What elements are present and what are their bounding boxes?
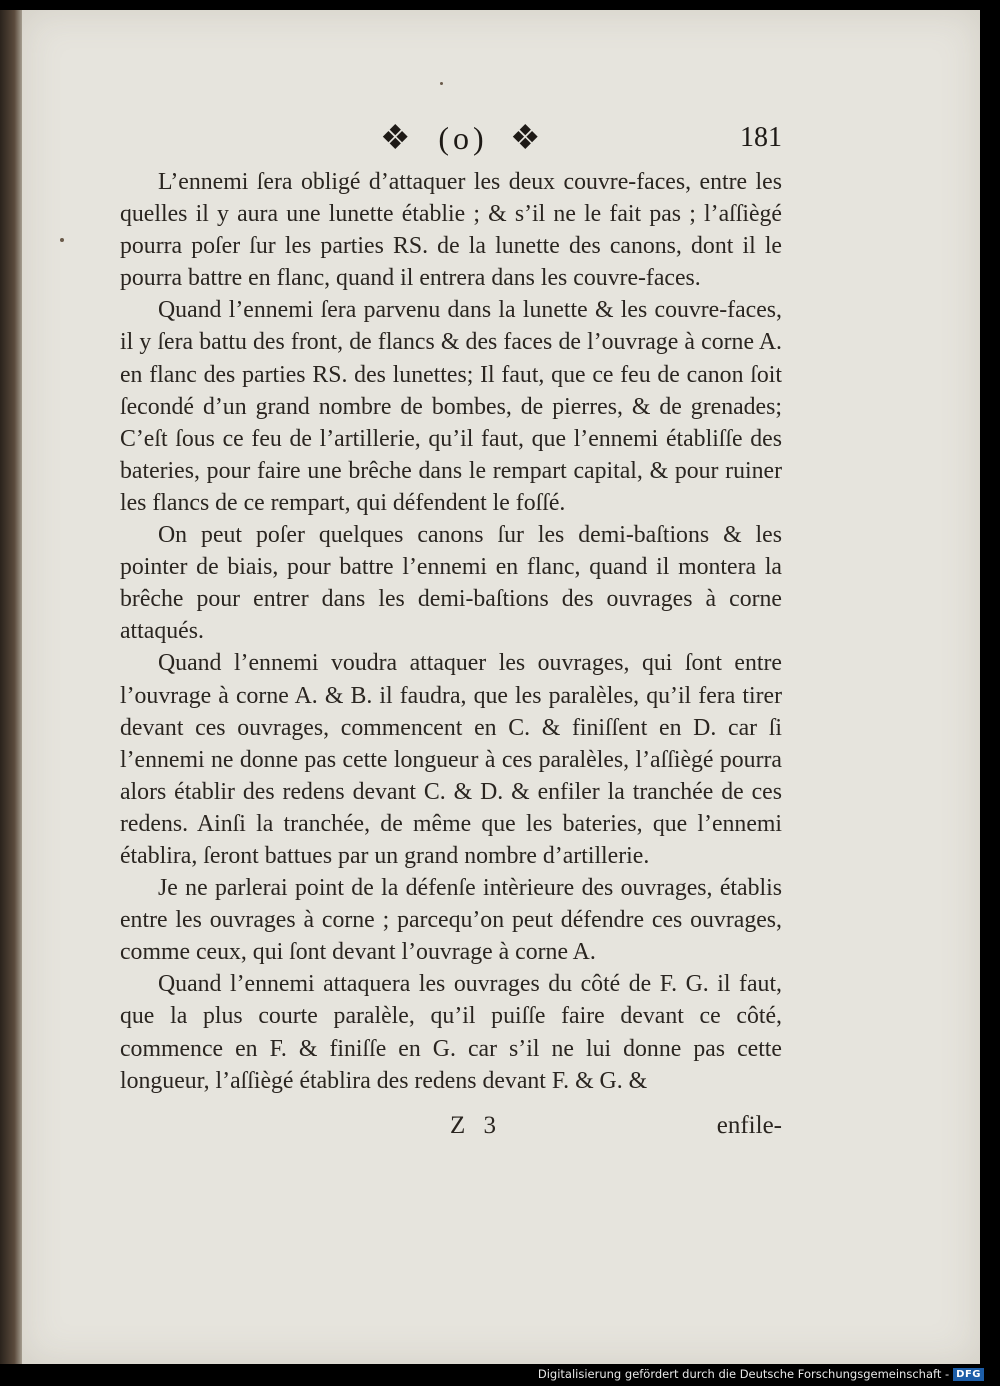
- paper-speck: [60, 238, 64, 242]
- page-footer: [120, 1112, 782, 1148]
- paper-speck: [440, 82, 443, 85]
- ornament-left-icon: ❖: [380, 118, 411, 158]
- header-center-mark: (o): [438, 120, 488, 156]
- credit-text: Digitalisierung gefördert durch die Deutsche Forschungsgemeinschaft -: [537, 1367, 950, 1381]
- signature-mark: Z 3: [450, 1112, 503, 1139]
- dfg-logo: DFG: [953, 1368, 984, 1381]
- book-spine-edge: [0, 10, 24, 1364]
- body-text: [120, 166, 782, 1097]
- paragraph: Quand l’ennemi voudra attaquer les ouvrages, qui ſont entre l’ouvrage à corne A. & B. il faudra, que les paralèles, qu’il fera tirer devant ces ouvrages, commencent en C. & finiſſent en D. car ſi l’ennemi ne donne pas cette longueur à ces paralèles, l’aſſiègé pourra alors établir des redens devant C. & D. & enfiler la tranchée de ces redens. Ainſi la tranchée, de même que les bateries, que l’ennemi établira, ſeront battues par un grand nombre d’artillerie.: [120, 650, 782, 869]
- page-number: 181: [740, 122, 782, 153]
- page-header: [0, 118, 1000, 158]
- paragraph: L’ennemi ſera obligé d’attaquer les deux couvre-faces, entre les quelles il y aura une lunette établie ; & s’il ne le fait pas ; l’aſſiègé pourra poſer ſur les parties RS. de la lunette des canons, dont il le pourra battre en flanc, quand il entrera dans les couvre-faces.: [120, 169, 782, 292]
- paragraph: Quand l’ennemi ſera parvenu dans la lunette & les couvre-faces, il y ſera battu des front, de flancs & des faces de l’ouvrage à corne A. en flanc des parties RS. des lunettes; Il faut, que ce feu de canon ſoit ſecondé d’un grand nombre de bombes, de pierres, & de grenades; C’eſt ſous ce feu de l’artillerie, qu’il faut, que l’ennemi établiſſe des bateries, pour faire une brêche dans le rempart capital, & pour ruiner les flancs de ce rempart, qui défendent le foſſé.: [120, 297, 782, 516]
- paragraph: Quand l’ennemi attaquera les ouvrages du côté de F. G. il faut, que la plus courte paralèle, qu’il puiſſe faire devant ce côté, commence en F. & finiſſe en G. car s’il ne lui donne pas cette longueur, l’aſſiègé établira des redens devant F. & G. &: [120, 971, 782, 1094]
- paragraph: On peut poſer quelques canons ſur les demi-baſtions & les pointer de biais, pour battre l’ennemi en flanc, quand il montera la brêche pour entrer dans les demi-baſtions des ouvrages à corne attaqués.: [120, 522, 782, 645]
- digitization-credit: [538, 1364, 984, 1384]
- paragraph: Je ne parlerai point de la défenſe intèrieure des ouvrages, établis entre les ouvrages à corne ; parcequ’on peut défendre ces ouvrages, comme ceux, qui ſont devant l’ouvrage à corne A.: [120, 875, 782, 966]
- catchword: enfile-: [716, 1112, 782, 1139]
- ornament-right-icon: ❖: [510, 118, 541, 158]
